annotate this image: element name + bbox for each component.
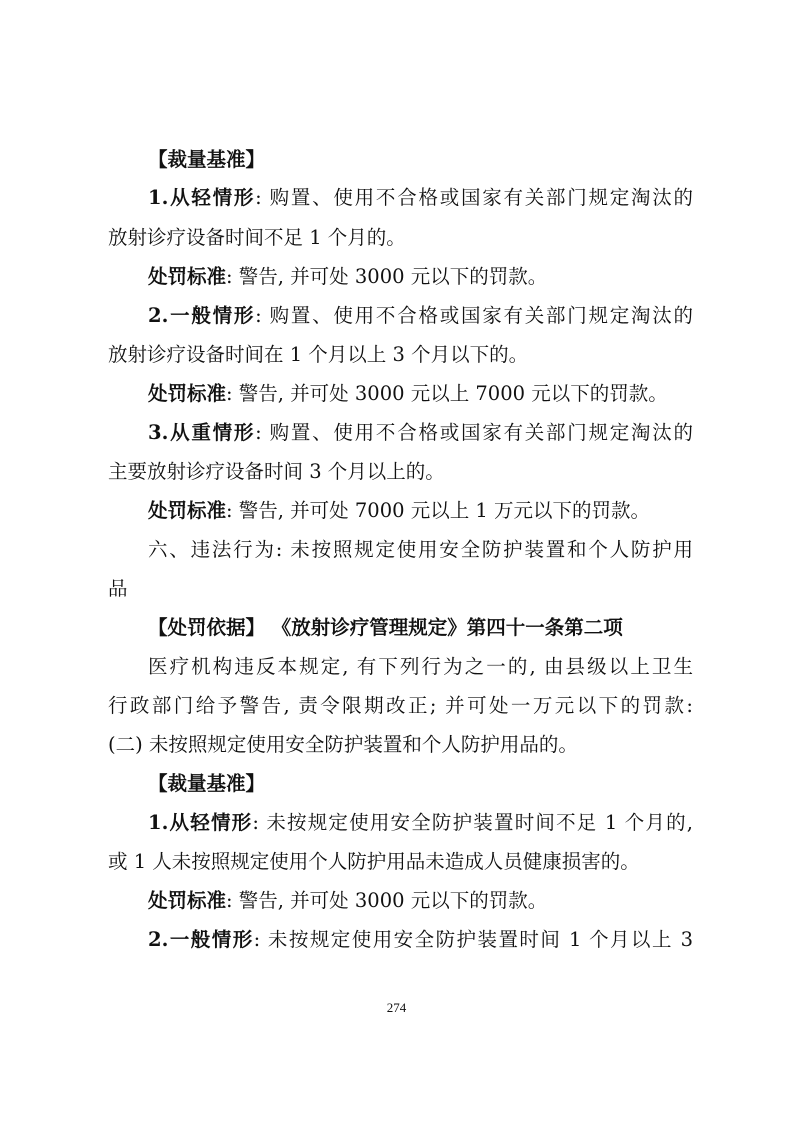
paragraph-line: 或 1 人未按照规定使用个人防护用品未造成人员健康损害的。 [108,850,640,873]
paragraph-line: 3.从重情形: 购置、使用不合格或国家有关部门规定淘汰的 [148,421,693,444]
violation-heading: 六、违法行为: 未按照规定使用安全防护装置和个人防护用 [148,538,693,561]
penalty-line: 处罚标准: 警告, 并可处 3000 元以下的罚款。 [148,889,548,912]
penalty-line: 处罚标准: 警告, 并可处 7000 元以上 1 万元以下的罚款。 [148,499,651,522]
penalty-line: 处罚标准: 警告, 并可处 3000 元以下的罚款。 [148,265,548,288]
section-heading: 【裁量基准】 [148,148,266,171]
paragraph-line: 2.一般情形: 购置、使用不合格或国家有关部门规定淘汰的 [148,304,693,327]
paragraph-line: 放射诊疗设备时间在 1 个月以上 3 个月以下的。 [108,343,529,366]
paragraph-line: 品 [108,577,128,600]
paragraph-line: 医疗机构违反本规定, 有下列行为之一的, 由县级以上卫生 [148,655,693,678]
paragraph-line: (二) 未按照规定使用安全防护装置和个人防护用品的。 [108,733,578,756]
paragraph-line: 主要放射诊疗设备时间 3 个月以上的。 [108,460,445,483]
section-heading: 【裁量基准】 [148,772,266,795]
legal-basis-heading: 【处罚依据】 《放射诊疗管理规定》第四十一条第二项 [148,616,623,639]
paragraph-line: 行政部门给予警告, 责令限期改正; 并可处一万元以下的罚款: [108,694,693,717]
page-number: 274 [386,1000,407,1015]
paragraph-line: 放射诊疗设备时间不足 1 个月的。 [108,226,406,249]
penalty-line: 处罚标准: 警告, 并可处 3000 元以上 7000 元以下的罚款。 [148,382,668,405]
paragraph-line: 2.一般情形: 未按规定使用安全防护装置时间 1 个月以上 3 [148,928,693,951]
paragraph-line: 1.从轻情形: 未按规定使用安全防护装置时间不足 1 个月的, [148,811,693,834]
paragraph-line: 1.从轻情形: 购置、使用不合格或国家有关部门规定淘汰的 [148,186,693,209]
